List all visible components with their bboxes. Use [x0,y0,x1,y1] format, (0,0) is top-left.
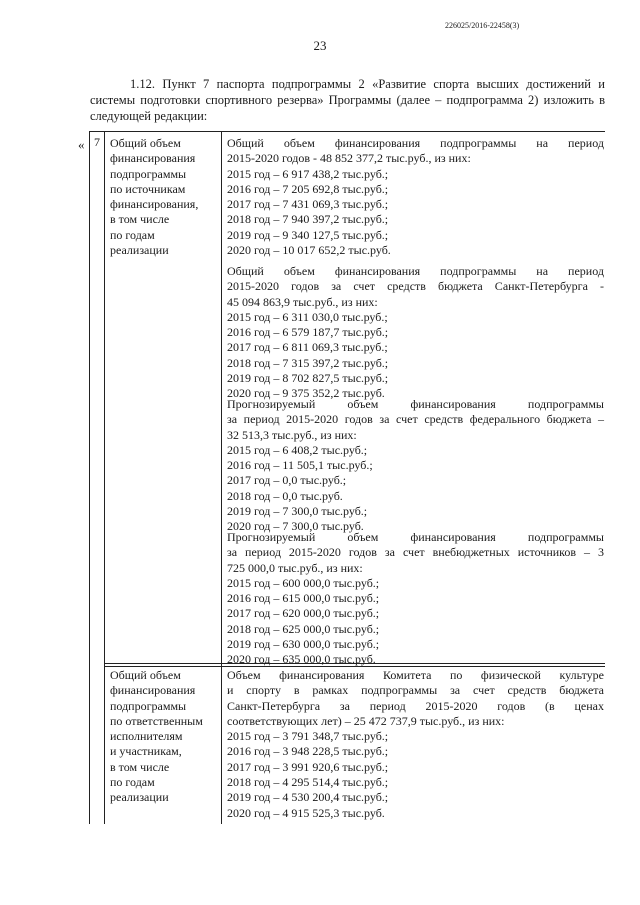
table-border-num-divider [104,131,105,824]
text-line: Прогнозируемый объем финансирования подпрограммы [227,530,604,544]
text-line: Прогнозируемый объем финансирования подпрограммы [227,397,604,411]
text-line: и спорту в рамках подпрограммы за счет средств бюджета [227,683,604,698]
year-line: 2018 год – 7 315 397,2 тыс.руб.; [227,355,389,370]
text-line: Общий объем финансирования подпрограммы на период [227,136,604,150]
year-line: 2020 год – 7 300,0 тыс.руб. [227,519,364,534]
label-line: Общий объем [110,668,181,682]
year-line: 2018 год – 625 000,0 тыс.руб.; [227,621,380,636]
year-line: 2015 год – 3 791 348,7 тыс.руб.; [227,729,389,744]
year-line: 2016 год – 11 505,1 тыс.руб.; [227,458,373,473]
year-line: 2017 год – 7 431 069,3 тыс.руб.; [227,197,389,212]
year-line: 2020 год – 10 017 652,2 тыс.руб. [227,243,391,258]
year-line: 2017 год – 0,0 тыс.руб.; [227,473,347,488]
label-line: в том числе [110,212,170,227]
text-line: за период 2015-2020 годов за счет внебюджетных источников – 3 [227,545,604,560]
year-line: 2019 год – 9 340 127,5 тыс.руб.; [227,227,389,242]
year-line: 2020 год – 4 915 525,3 тыс.руб. [227,805,385,820]
extrabudgetary-block [227,530,604,668]
year-line: 2019 год – 8 702 827,5 тыс.руб.; [227,371,389,386]
year-line: 2015 год – 6 408,2 тыс.руб.; [227,442,368,457]
year-line: 2019 год – 7 300,0 тыс.руб.; [227,504,368,519]
label-line: по годам [110,775,155,790]
year-line: 2016 год – 3 948 228,5 тыс.руб.; [227,744,389,759]
year-line: 2015 год – 6 311 030,0 тыс.руб.; [227,309,388,324]
text-line: соответствующих лет) – 25 472 737,9 тыс.руб., из них: [227,713,505,728]
label-line: и участникам, [110,744,182,759]
text-line: Общий объем финансирования подпрограммы на период [227,264,604,278]
label-line: по ответственным [110,713,203,728]
table-border-middle [221,131,222,824]
text-line: 45 094 863,9 тыс.руб., из них: [227,294,378,309]
label-line: финансирования [110,683,196,698]
label-line: подпрограммы [110,166,187,181]
intro-paragraph [90,76,605,124]
total-financing-block [227,136,604,258]
year-line: 2016 год – 6 579 187,7 тыс.руб.; [227,325,389,340]
text-line: Объем финансирования Комитета по физической культуре [227,668,604,682]
committee-financing-block [227,668,604,821]
text-line: за период 2015-2020 годов за счет средств федерального бюджета – [227,412,604,427]
page-number: 23 [313,38,327,53]
year-line: 2019 год – 630 000,0 тыс.руб.; [227,637,380,652]
year-line: 2015 год – 600 000,0 тыс.руб.; [227,575,380,590]
federal-budget-block [227,397,604,535]
table-border-top [89,131,605,132]
label-line: реализации [110,790,169,805]
year-line: 2018 год – 4 295 514,4 тыс.руб.; [227,775,389,790]
year-line: 2016 год – 7 205 692,8 тыс.руб.; [227,181,389,196]
document-id: 226025/2016-22458(3) [445,21,520,30]
label-line: Общий объем [110,136,181,150]
city-budget-block [227,264,604,402]
year-line: 2020 год – 9 375 352,2 тыс.руб. [227,386,385,401]
text-line: Санкт-Петербурга за период 2015-2020 годов (в ценах [227,698,604,713]
label-line: исполнителям [110,729,183,744]
text-line: 2015-2020 годов за счет средств бюджета Санкт-Петербурга - [227,279,604,294]
intro-text: 1.12. Пункт 7 паспорта подпрограммы 2 «Развитие спорта высших достижений и системы подготовки спортивного резерва» Программы (далее – подпрограмма 2) изложить в следующей редакции: [90,77,605,123]
opening-quote: « [78,137,85,152]
row1-label [110,136,218,258]
label-line: в том числе [110,759,170,774]
year-line: 2017 год – 6 811 069,3 тыс.руб.; [227,340,388,355]
year-line: 2018 год – 7 940 397,2 тыс.руб.; [227,212,389,227]
text-line: 2015-2020 годов - 48 852 377,2 тыс.руб., из них: [227,151,471,166]
label-line: по источникам [110,181,186,196]
label-line: финансирования [110,151,196,166]
year-line: 2019 год – 4 530 200,4 тыс.руб.; [227,790,389,805]
label-line: финансирования, [110,197,199,212]
text-line: 725 000,0 тыс.руб., из них: [227,560,363,575]
label-line: подпрограммы [110,698,187,713]
label-line: реализации [110,243,169,258]
label-line: по годам [110,227,155,242]
row2-label [110,668,218,806]
year-line: 2016 год – 615 000,0 тыс.руб.; [227,591,380,606]
text-line: 32 513,3 тыс.руб., из них: [227,427,357,442]
year-line: 2018 год – 0,0 тыс.руб. [227,488,343,503]
row-number: 7 [94,135,100,149]
year-line: 2015 год – 6 917 438,2 тыс.руб.; [227,166,389,181]
year-line: 2020 год – 635 000,0 тыс.руб. [227,652,376,667]
table-border-left [89,131,90,824]
year-line: 2017 год – 620 000,0 тыс.руб.; [227,606,380,621]
year-line: 2017 год – 3 991 920,6 тыс.руб.; [227,759,389,774]
